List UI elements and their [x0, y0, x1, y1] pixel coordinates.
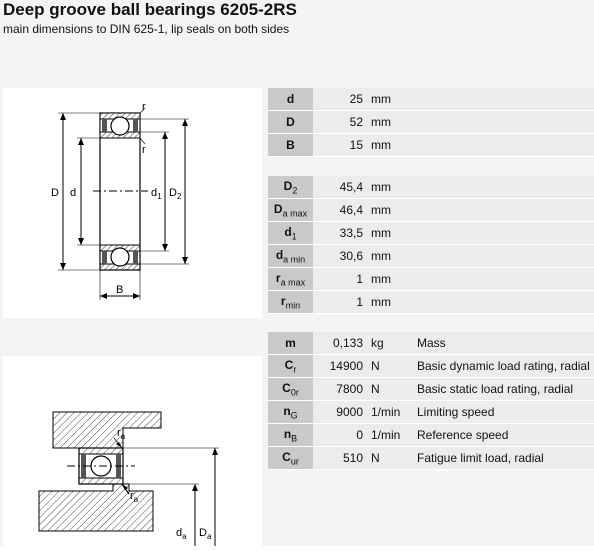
parameter-description: [411, 111, 594, 134]
parameter-symbol: $r_{min}$: [268, 291, 313, 314]
parameter-symbol: $D_2$: [268, 176, 313, 199]
parameter-symbol: D: [268, 111, 313, 134]
label-D2: $D_2$: [169, 187, 182, 201]
parameter-description: Reference speed: [411, 424, 594, 447]
parameter-value: 25: [313, 88, 365, 111]
parameter-unit: kg: [365, 332, 411, 355]
parameter-value: 45,4: [313, 176, 365, 199]
parameter-value: 33,5: [313, 222, 365, 245]
parameter-unit: mm: [365, 134, 411, 157]
table-row: [268, 222, 594, 245]
parameter-value: 14900: [313, 355, 365, 378]
parameter-description: Basic dynamic load rating, radial: [411, 355, 594, 378]
parameter-unit: mm: [365, 111, 411, 134]
parameter-value: 7800: [313, 378, 365, 401]
parameter-description: Basic static load rating, radial: [411, 378, 594, 401]
table-row: [268, 268, 594, 291]
parameter-description: [411, 268, 594, 291]
parameter-description: [411, 245, 594, 268]
label-Da: $D_a$: [199, 527, 212, 541]
parameter-value: 0,133: [313, 332, 365, 355]
table-row: [268, 378, 594, 401]
parameter-symbol: B: [268, 134, 313, 157]
parameter-symbol: $C_{0r}$: [268, 378, 313, 401]
table-row: [268, 176, 594, 199]
parameter-value: 1: [313, 291, 365, 314]
page-subtitle: main dimensions to DIN 625-1, lip seals on both sides: [3, 22, 290, 36]
parameter-value: 15: [313, 134, 365, 157]
label-ra-bottom: $r_a$: [130, 490, 139, 504]
parameter-description: [411, 176, 594, 199]
parameter-unit: mm: [365, 291, 411, 314]
parameter-description: [411, 134, 594, 157]
parameter-symbol: $d_{a min}$: [268, 245, 313, 268]
parameter-symbol: $d_1$: [268, 222, 313, 245]
parameter-unit: mm: [365, 268, 411, 291]
table-row: [268, 355, 594, 378]
table-row: [268, 401, 594, 424]
table-row: [268, 332, 594, 355]
parameter-unit: N: [365, 447, 411, 470]
label-d: d: [70, 187, 77, 199]
label-r-top: r: [142, 101, 146, 113]
table-row: [268, 88, 594, 111]
parameter-description: [411, 222, 594, 245]
parameter-value: 510: [313, 447, 365, 470]
label-r-mid: r: [142, 144, 146, 156]
parameter-value: 52: [313, 111, 365, 134]
parameter-description: Mass: [411, 332, 594, 355]
table-row: [268, 111, 594, 134]
parameter-unit: mm: [365, 88, 411, 111]
label-D: D: [51, 187, 59, 199]
mounting-dimension-drawing: [3, 356, 262, 546]
table-row: [268, 291, 594, 314]
parameter-unit: mm: [365, 199, 411, 222]
parameter-unit: mm: [365, 245, 411, 268]
parameter-symbol: $C_r$: [268, 355, 313, 378]
main-dimensions-table: [268, 88, 594, 157]
parameter-description: [411, 199, 594, 222]
performance-data-table: [268, 332, 594, 470]
parameter-unit: mm: [365, 176, 411, 199]
parameter-unit: N: [365, 378, 411, 401]
label-da: $d_a$: [176, 527, 187, 541]
bearing-dimension-drawing: [3, 88, 262, 318]
parameter-symbol: $n_B$: [268, 424, 313, 447]
parameter-symbol: $n_G$: [268, 401, 313, 424]
parameter-symbol: $C_{ur}$: [268, 447, 313, 470]
table-row: [268, 447, 594, 470]
table-row: [268, 245, 594, 268]
parameter-symbol: d: [268, 88, 313, 111]
label-d1: $d_1$: [151, 187, 162, 201]
parameter-description: [411, 88, 594, 111]
abutment-dimensions-table: [268, 176, 594, 314]
parameter-value: 9000: [313, 401, 365, 424]
parameter-unit: N: [365, 355, 411, 378]
parameter-unit: 1/min: [365, 424, 411, 447]
page-title: Deep groove ball bearings 6205-2RS: [3, 0, 297, 19]
parameter-value: 30,6: [313, 245, 365, 268]
parameter-value: 1: [313, 268, 365, 291]
parameter-symbol: m: [268, 332, 313, 355]
parameter-unit: 1/min: [365, 401, 411, 424]
parameter-unit: mm: [365, 222, 411, 245]
parameter-description: Fatigue limit load, radial: [411, 447, 594, 470]
label-B: B: [116, 284, 124, 296]
parameter-symbol: $D_{a max}$: [268, 199, 313, 222]
table-row: [268, 199, 594, 222]
parameter-symbol: $r_{a max}$: [268, 268, 313, 291]
label-ra-top: $r_a$: [117, 427, 126, 441]
table-row: [268, 134, 594, 157]
parameter-description: [411, 291, 594, 314]
parameter-value: 46,4: [313, 199, 365, 222]
table-row: [268, 424, 594, 447]
parameter-description: Limiting speed: [411, 401, 594, 424]
parameter-value: 0: [313, 424, 365, 447]
